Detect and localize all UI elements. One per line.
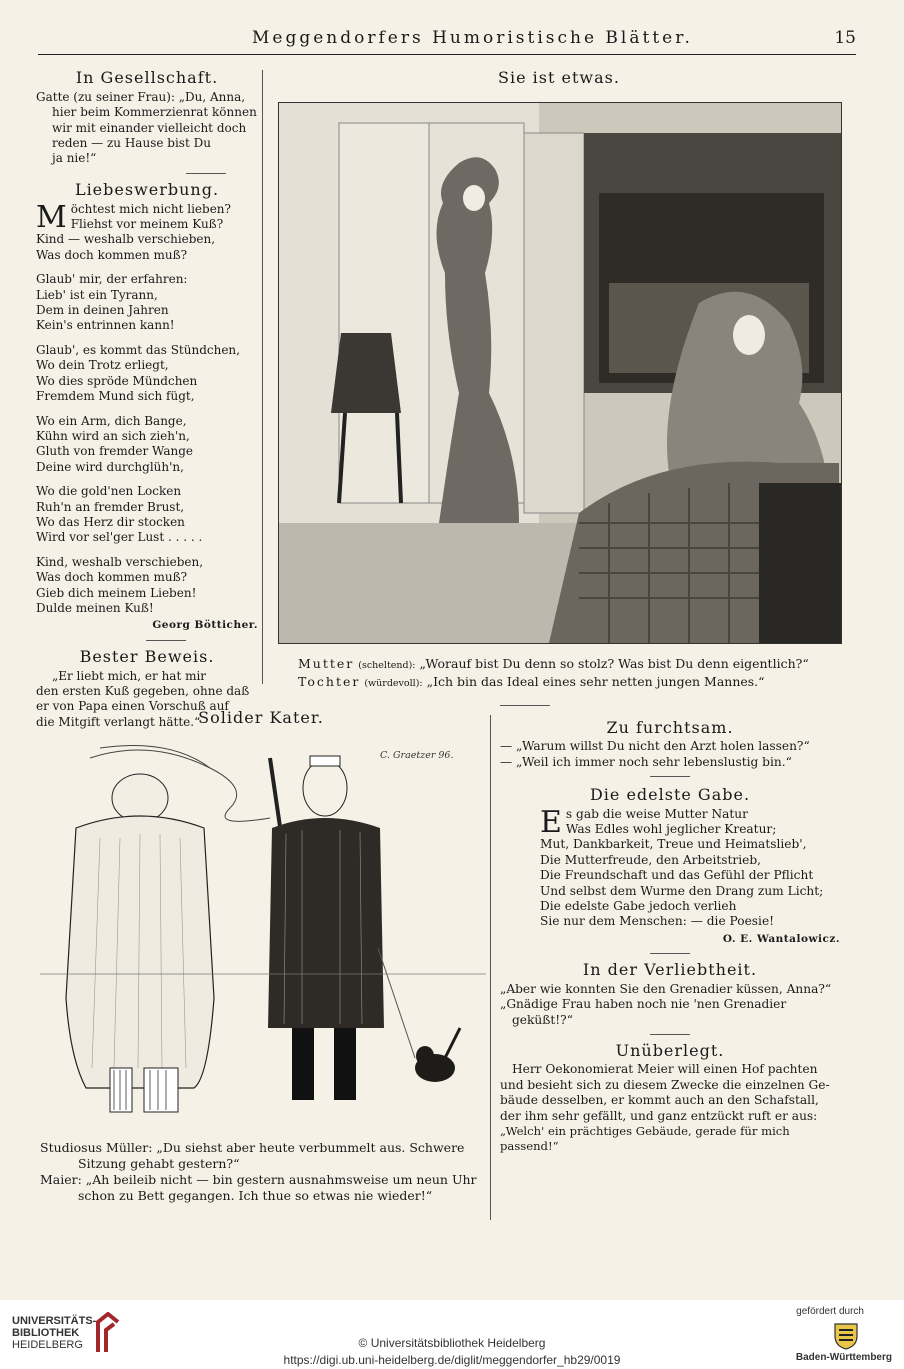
article-title-liebeswerbung: Liebeswerbung.	[74, 179, 220, 199]
caption-line: Studiosus Müller: „Du siehst aber heute verbummelt aus. Schwere	[40, 1140, 465, 1155]
caption-line: Sitzung gehabt gestern?“	[78, 1156, 240, 1171]
caption-line-mutter	[298, 656, 858, 674]
line-drawing	[40, 738, 486, 1122]
signature: O. E. Wantalowicz.	[722, 932, 840, 945]
text-line: „Welch' ein prächtiges Gebäude, gerade für mich passend!“	[500, 1123, 790, 1154]
verse-line: Fremdem Mund sich fügt,	[36, 389, 195, 404]
column-divider	[262, 70, 263, 684]
separator	[650, 953, 690, 954]
verse-line: Mut, Dankbarkeit, Treue und Heimatslieb',	[540, 837, 807, 852]
verse-line: Was Edles wohl jeglicher Kreatur;	[565, 822, 777, 837]
library-logo-line: BIBLIOTHEK	[12, 1327, 80, 1339]
text-line: und besieht sich zu diesem Zwecke die einzelnen Ge-	[500, 1077, 830, 1092]
page-header	[0, 20, 904, 54]
cartoon-title: Solider Kater.	[198, 708, 324, 727]
text-line: er von Papa einen Vorschuß auf	[36, 699, 229, 714]
poem-liebeswerbung	[36, 199, 258, 634]
verse-line: Lieb' ist ein Tyrann,	[36, 287, 158, 302]
verse-line: Gieb dich meinem Lieben!	[36, 585, 197, 600]
illustration-two-students	[40, 738, 486, 1122]
caption-line-tochter	[298, 674, 858, 692]
copyright-notice: © Universitätsbibliothek Heidelberg	[358, 1336, 546, 1350]
verse-line: Dem in deinen Jahren	[36, 303, 169, 318]
text-line: die Mitgift verlangt hätte.“	[36, 714, 201, 729]
separator	[146, 640, 186, 641]
verse-line: Wo ein Arm, dich Bange,	[36, 413, 187, 428]
verse-line: Kind — weshalb verschieben,	[36, 232, 216, 247]
text-line: „Er liebt mich, er hat mir	[52, 668, 207, 683]
permalink-url[interactable]: https://digi.ub.uni-heidelberg.de/diglit/meggendorfer_hb29/0019	[283, 1353, 621, 1367]
separator	[186, 173, 226, 174]
article-body-gesellschaft	[36, 90, 258, 167]
verse-line: Deine wird durchglüh'n,	[36, 459, 184, 474]
cartoon-sie-ist-etwas	[278, 70, 840, 90]
stanza	[36, 484, 258, 546]
library-logo-line: UNIVERSITÄTS-	[12, 1315, 97, 1327]
artist-signature: C. Graetzer 96.	[380, 750, 454, 761]
header-rule	[38, 54, 856, 55]
cartoon-solider-kater	[36, 710, 486, 730]
verse-line: Sie nur dem Menschen: — die Poesie!	[540, 914, 775, 929]
text-line: — „Warum willst Du nicht den Arzt holen lassen?“	[500, 739, 810, 754]
text-line: der ihm sehr gefällt, und ganz entzückt ruft er aus:	[500, 1108, 818, 1123]
stanza	[36, 414, 258, 476]
journal-title: Meggendorfers Humoristische Blätter.	[252, 28, 693, 48]
article-title-gabe: Die edelste Gabe.	[589, 785, 751, 805]
caption-line: Maier: „Ah beileib nicht — bin gestern ausnahmsweise um neun Uhr	[40, 1172, 477, 1187]
article-title-furchtsam: Zu furchtsam.	[606, 718, 734, 737]
text-line: reden — zu Hause bist Du	[52, 136, 211, 151]
text-line: Herr Oekonomierat Meier will einen Hof pachten	[512, 1062, 818, 1077]
speech: „Worauf bist Du denn so stolz? Was bist Du denn eigentlich?“	[419, 656, 809, 671]
library-logo-line: HEIDELBERG	[12, 1339, 83, 1351]
verse-line: Und selbst dem Wurme den Drang zum Licht;	[540, 883, 824, 898]
dropcap: M	[36, 199, 67, 235]
verse-line: Wo die gold'nen Locken	[36, 484, 182, 499]
speaker: Mutter	[298, 656, 355, 671]
stanza	[36, 555, 258, 617]
stanza	[36, 272, 258, 334]
text-line: hier beim Kommerzienrat können	[52, 105, 257, 120]
stanza	[36, 343, 258, 405]
verse-line: Dulde meinen Kuß!	[36, 600, 154, 615]
cartoon-caption	[298, 656, 858, 692]
cartoon-title: Sie ist etwas.	[498, 68, 620, 87]
article-title-gesellschaft: In Gesellschaft.	[75, 68, 219, 87]
text-line: bäude desselben, er kommt auch an den Schafstall,	[500, 1093, 819, 1108]
caption-line: schon zu Bett gegangen. Ich thue so etwas nie wieder!“	[78, 1188, 433, 1203]
verse-line: Gluth von fremder Wange	[36, 444, 194, 459]
coat-of-arms-icon	[833, 1320, 859, 1350]
verse-line: Wo dein Trotz erliegt,	[36, 358, 169, 373]
verse-line: Kühn wird an sich zieh'n,	[36, 428, 190, 443]
text-line: wir mit einander vielleicht doch	[52, 120, 247, 135]
stage-note: (würdevoll):	[364, 678, 423, 689]
separator	[650, 776, 690, 777]
verse-line: Die Mutterfreude, den Arbeitstrieb,	[540, 852, 762, 867]
illustration-mother-daughter	[278, 102, 842, 644]
text-line: „Gnädige Frau haben noch nie 'nen Grenadier	[500, 997, 787, 1012]
text-line: geküßt!?“	[512, 1012, 573, 1027]
page-number: 15	[834, 28, 856, 48]
verse-line: Die Freundschaft und das Gefühl der Pflicht	[540, 868, 814, 883]
right-column	[500, 720, 840, 1155]
verse-line: Ruh'n an fremder Brust,	[36, 499, 185, 514]
engraving-drawing	[279, 103, 841, 643]
verse-line: öchtest mich nicht lieben?	[70, 201, 231, 216]
verse-line: Die edelste Gabe jedoch verlieh	[540, 899, 737, 914]
article-title-verliebtheit: In der Verliebtheit.	[582, 960, 758, 980]
poem-gabe	[500, 804, 840, 930]
verse-line: Wo das Herz dir stocken	[36, 514, 185, 529]
left-column	[36, 70, 258, 730]
verse-line: Was doch kommen muß?	[36, 570, 188, 585]
verse-line: Was doch kommen muß?	[36, 247, 188, 262]
signature: Georg Bötticher.	[152, 619, 258, 632]
verse-line: s gab die weise Mutter Natur	[565, 806, 748, 821]
verse-line: Kein's entrinnen kann!	[36, 318, 175, 333]
verse-line: Glaub' mir, der erfahren:	[36, 272, 188, 287]
stage-note: (scheltend):	[358, 660, 416, 671]
dropcap: E	[540, 804, 562, 840]
verse-line: Glaub', es kommt das Stündchen,	[36, 342, 240, 357]
text-line: ja nie!“	[52, 151, 97, 166]
text-line: — „Weil ich immer noch sehr lebenslustig bin.“	[500, 754, 792, 769]
viewer-footer	[0, 1300, 904, 1369]
speaker: Tochter	[298, 674, 361, 689]
verse-line: Kind, weshalb verschieben,	[36, 554, 204, 569]
verse-line: Wo dies spröde Mündchen	[36, 373, 198, 388]
column-divider	[490, 715, 491, 1220]
speech: „Ich bin das Ideal eines sehr netten jungen Mannes.“	[426, 674, 765, 689]
text-line: Gatte (zu seiner Frau): „Du, Anna,	[36, 89, 246, 104]
text-line: den ersten Kuß gegeben, ohne daß	[36, 683, 250, 698]
article-title-beweis: Bester Beweis.	[79, 646, 215, 666]
kater-caption	[40, 1140, 486, 1204]
verse-line: Wird vor sel'ger Lust . . . . .	[36, 530, 203, 545]
stanza	[36, 199, 258, 264]
article-title-unueberlegt: Unüberlegt.	[615, 1040, 725, 1060]
separator	[650, 1034, 690, 1035]
verse-line: Fliehst vor meinem Kuß?	[70, 217, 224, 232]
text-line: „Aber wie konnten Sie den Grenadier küssen, Anna?“	[500, 981, 832, 996]
funder-name[interactable]: Baden-Württemberg	[795, 1352, 892, 1363]
separator	[500, 705, 550, 706]
funded-by-label: gefördert durch	[796, 1306, 864, 1317]
